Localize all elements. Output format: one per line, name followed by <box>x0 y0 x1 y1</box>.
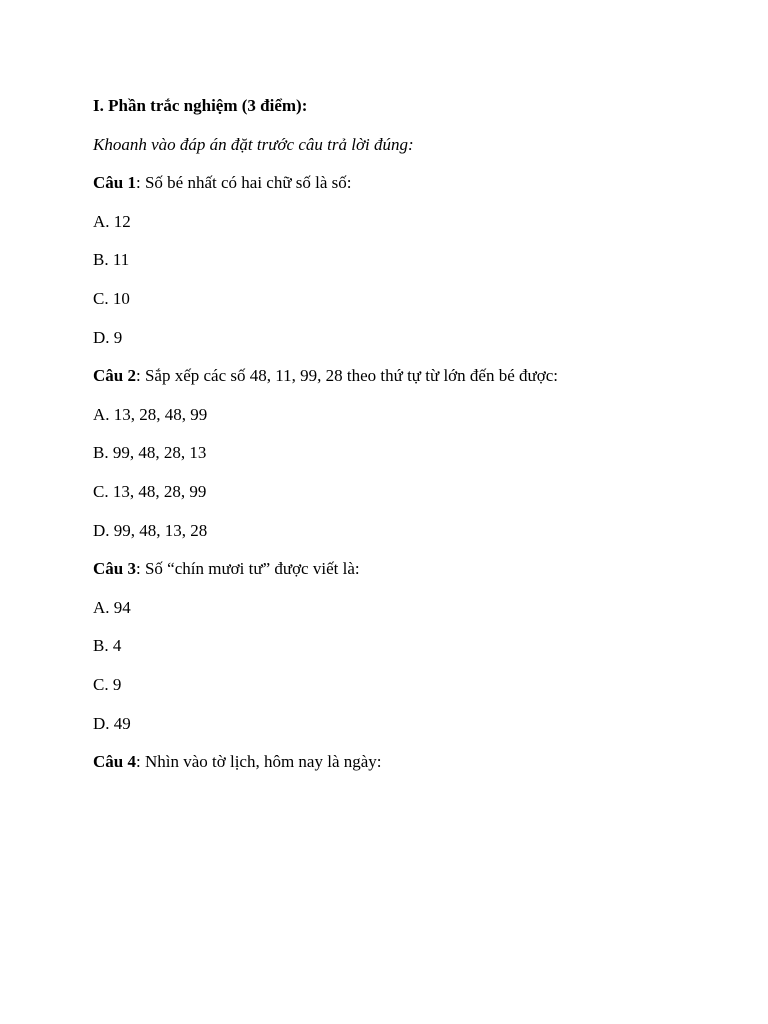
answer-option: A. 94 <box>93 597 131 617</box>
answer-option: D. 9 <box>93 327 123 347</box>
question-number: Câu 3 <box>93 559 136 579</box>
question-text: : Nhìn vào tờ lịch, hôm nay là ngày: <box>135 752 382 772</box>
question-4 <box>93 752 733 771</box>
instruction-text: Khoanh vào đáp án đặt trước câu trả lời đúng: <box>93 134 414 154</box>
answer-option: B. 11 <box>93 250 130 270</box>
document-page <box>93 96 733 791</box>
question-text: : Số bé nhất có hai chữ số là số: <box>135 173 352 193</box>
answer-option: B. 99, 48, 28, 13 <box>93 443 207 463</box>
question-3 <box>93 559 733 578</box>
answer-option: A. 13, 28, 48, 99 <box>93 404 208 424</box>
question-1 <box>93 173 733 192</box>
answer-option: A. 12 <box>93 211 131 231</box>
question-number: Câu 1 <box>93 173 136 193</box>
question-number: Câu 2 <box>93 366 136 386</box>
answer-option: D. 99, 48, 13, 28 <box>93 520 208 540</box>
answer-option: D. 49 <box>93 713 131 733</box>
question-text: : Số “chín mươi tư” được viết là: <box>135 559 360 579</box>
answer-option: C. 9 <box>93 674 122 694</box>
question-2 <box>93 366 733 385</box>
section-title: I. Phần trắc nghiệm (3 điểm): <box>93 96 308 115</box>
question-text: : Sắp xếp các số 48, 11, 99, 28 theo thứ tự từ lớn đến bé được: <box>135 366 558 386</box>
question-number: Câu 4 <box>93 752 136 772</box>
answer-option: B. 4 <box>93 636 122 656</box>
answer-option: C. 13, 48, 28, 99 <box>93 481 207 501</box>
answer-option: C. 10 <box>93 288 130 308</box>
